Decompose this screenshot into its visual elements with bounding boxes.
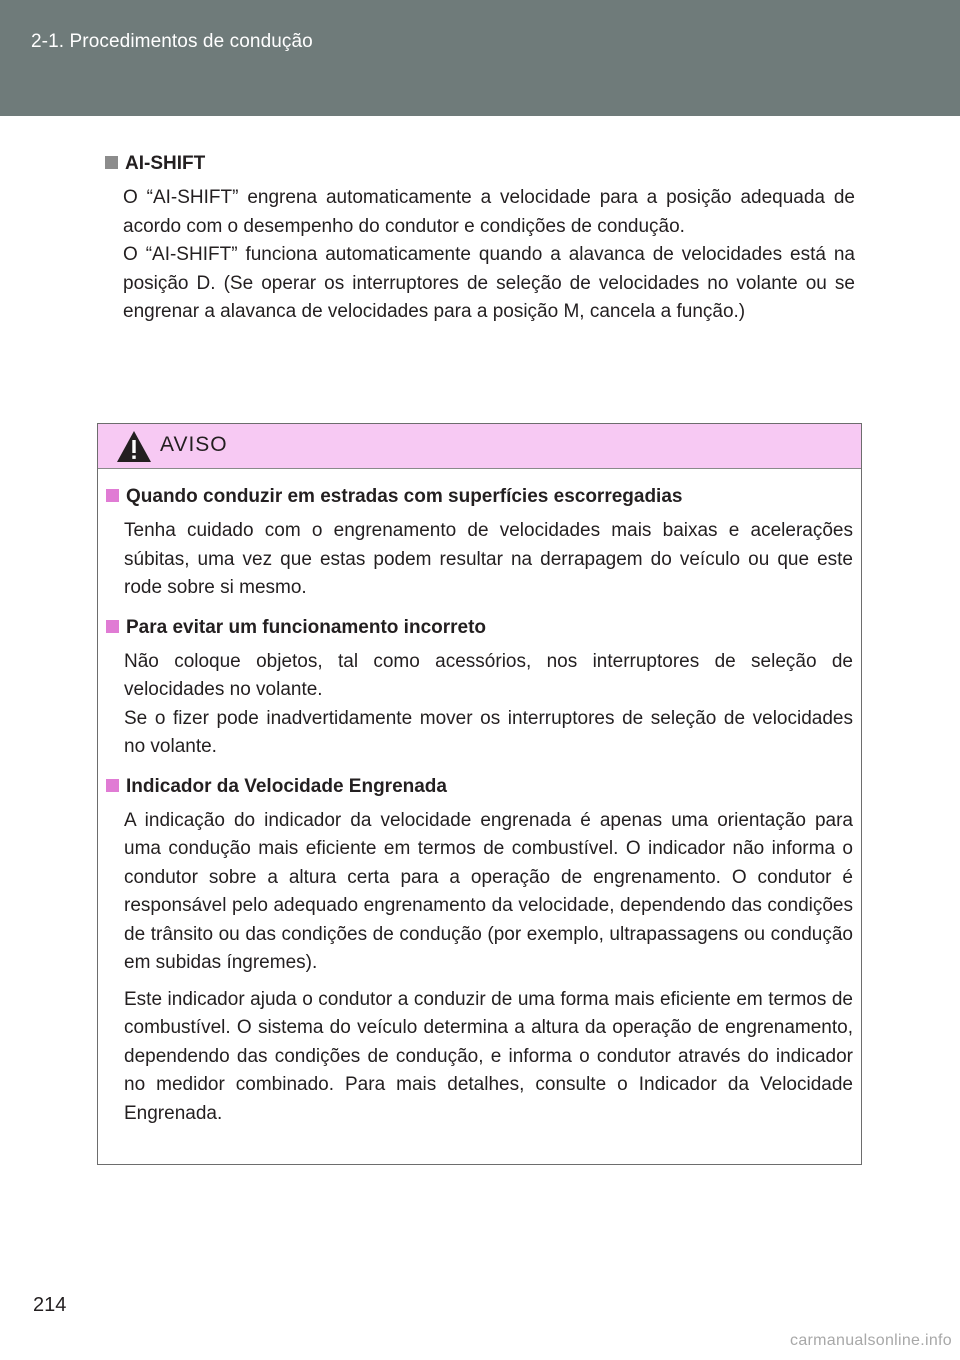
chapter-title: 2-1. Procedimentos de condução: [31, 31, 313, 52]
section-paragraph: O “AI-SHIFT” engrena automaticamente a velocidade para a posição adequada de acordo com o desempenho do condutor e condições de condução.: [123, 187, 855, 237]
page-number: 214: [33, 1294, 67, 1316]
warning-item: [106, 483, 853, 603]
warning-body: [98, 469, 861, 1128]
warning-triangle-icon: [116, 430, 152, 463]
section-body: [123, 184, 855, 327]
warning-paragraph: Este indicador ajuda o condutor a conduzir de uma forma mais eficiente em termos de combustível. O sistema do veículo determina a altura da operação de engrenamento, dependendo das condições de condução, e informa o condutor através do indicador no medidor combinado. Para mais detalhes, consulte o Indicador da Velocidade Engrenada.: [124, 988, 853, 1124]
warning-title: AVISO: [160, 433, 228, 456]
ai-shift-section: [105, 150, 855, 327]
warning-paragraph: Tenha cuidado com o engrenamento de velocidades mais baixas e acelerações súbitas, uma vez que estas podem resultar na derrapagem do veículo ou que este rode sobre si mesmo.: [124, 520, 853, 598]
warning-paragraph: Se o fizer pode inadvertidamente mover os interruptores de seleção de velocidades no volante.: [124, 707, 853, 757]
square-bullet-icon: [105, 156, 118, 169]
warning-item-heading: Quando conduzir em estradas com superfícies escorregadias: [106, 483, 853, 511]
section-paragraph: O “AI-SHIFT” funciona automaticamente quando a alavanca de velocidades está na posição D. (Se operar os interruptores de seleção de velocidades no volante ou se engrenar a alavanca de velocidades para a posição M, cancela a função.): [123, 244, 855, 322]
square-bullet-icon: [106, 620, 119, 633]
square-bullet-icon: [106, 489, 119, 502]
warning-box: [97, 423, 862, 1165]
warning-header: [98, 424, 861, 469]
watermark: carmanualsonline.info: [790, 1332, 952, 1349]
section-heading: AI-SHIFT: [105, 150, 855, 178]
warning-item: [106, 614, 853, 762]
page-header: [0, 0, 960, 116]
warning-item-heading: Indicador da Velocidade Engrenada: [106, 773, 853, 801]
warning-item: [106, 773, 853, 1129]
warning-paragraph: A indicação do indicador da velocidade engrenada é apenas uma orientação para uma condução mais eficiente em termos de combustível. O indicador não informa o condutor sobre a altura certa para a operação de engrenamento. O condutor é responsável pelo adequado engrenamento da velocidade, dependendo das condições de trânsito ou das condições de condução (por exemplo, ultrapassagens ou condução em subidas íngremes).: [124, 809, 853, 973]
square-bullet-icon: [106, 779, 119, 792]
warning-paragraph: Não coloque objetos, tal como acessórios, nos interruptores de seleção de velocidades no volante.: [124, 650, 853, 700]
warning-item-heading: Para evitar um funcionamento incorreto: [106, 614, 853, 642]
